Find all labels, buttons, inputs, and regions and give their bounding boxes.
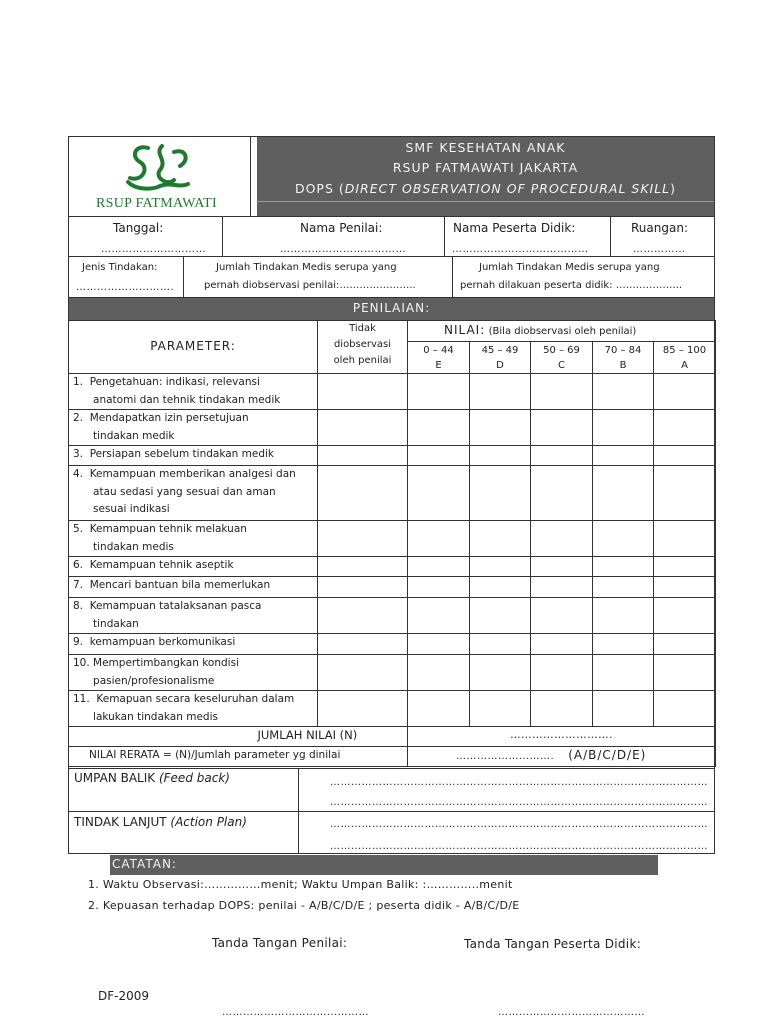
sign-line-penilai[interactable]: ……………………………………: [222, 1007, 369, 1018]
parameter-cell: [69, 521, 318, 557]
parameter-text: 4. Kemampuan memberikan analgesi dan: [73, 468, 296, 480]
parameter-text: 8. Kemampuan tatalaksanan pasca: [73, 600, 262, 612]
parameter-text: anatomi dan tehnik tindakan medik: [73, 393, 281, 406]
jenis-tindakan-label: Jenis Tindakan:: [82, 262, 158, 273]
sign-line-peserta[interactable]: ……………………………………: [498, 1007, 645, 1018]
jenis-tindakan-field[interactable]: ……………………….: [76, 282, 175, 293]
grade-header: 0 – 44 E: [408, 342, 470, 374]
parameter-cell: [69, 577, 318, 598]
score-cell[interactable]: [654, 598, 716, 634]
umpan-balik-line-1[interactable]: ………………………………………………………………………………………………: [330, 777, 708, 788]
nilai-header: NILAI: (Bila diobservasi oleh penilai): [408, 321, 716, 342]
score-cell[interactable]: [531, 374, 593, 410]
logo-text: RSUP FATMAWATI: [96, 196, 217, 211]
score-cell[interactable]: [654, 655, 716, 691]
tindak-lanjut-label: TINDAK LANJUT (Action Plan): [74, 815, 247, 829]
score-cell[interactable]: [531, 521, 593, 557]
table-row: [69, 466, 716, 521]
header-line-1: SMF KESEHATAN ANAK: [405, 140, 566, 155]
table-row: [69, 410, 716, 446]
score-cell[interactable]: [531, 466, 593, 521]
score-cell[interactable]: [593, 410, 654, 446]
score-cell[interactable]: [408, 446, 470, 466]
parameter-cell: [69, 598, 318, 634]
tidak-diobservasi-cell[interactable]: [318, 655, 408, 691]
header-band: [257, 137, 714, 217]
table-row: [69, 655, 716, 691]
parameter-cell: [69, 410, 318, 446]
score-cell[interactable]: [408, 655, 470, 691]
tidak-diobservasi-cell[interactable]: [318, 374, 408, 410]
score-cell[interactable]: [470, 577, 531, 598]
grade-header: 85 – 100 A: [654, 342, 716, 374]
table-row: [69, 598, 716, 634]
score-cell[interactable]: [408, 691, 470, 727]
jumlah-peserta-line-2[interactable]: pernah dilakuan peserta didik: ………………..: [460, 280, 683, 291]
score-cell[interactable]: [470, 557, 531, 577]
table-row: [69, 374, 716, 410]
parameter-text: lakukan tindakan medis: [73, 710, 218, 723]
jumlah-peserta-line-1: Jumlah Tindakan Medis serupa yang: [479, 262, 660, 273]
parameter-cell: [69, 655, 318, 691]
ttd-peserta-label: Tanda Tangan Peserta Didik:: [464, 937, 642, 951]
score-cell[interactable]: [408, 410, 470, 446]
parameter-cell: [69, 557, 318, 577]
table-row: [69, 634, 716, 655]
tidak-diobservasi-header: Tidak diobservasi oleh penilai: [318, 321, 408, 374]
score-cell[interactable]: [470, 446, 531, 466]
tindak-lanjut-line-1[interactable]: ………………………………………………………………………………………………: [330, 819, 708, 830]
tidak-diobservasi-cell[interactable]: [318, 557, 408, 577]
header-line-2: RSUP FATMAWATI JAKARTA: [392, 160, 579, 175]
ttd-penilai-label: Tanda Tangan Penilai:: [212, 936, 348, 950]
parameter-header: PARAMETER:: [69, 321, 318, 374]
tidak-diobservasi-cell[interactable]: [318, 521, 408, 557]
parameter-cell: [69, 466, 318, 521]
umpan-balik-line-2[interactable]: ………………………………………………………………………………………………: [330, 797, 708, 808]
score-cell[interactable]: [593, 374, 654, 410]
parameter-text: sesuai indikasi: [73, 503, 170, 515]
nilai-rerata-field[interactable]: ………………………. (A/B/C/D/E): [408, 747, 716, 767]
score-cell[interactable]: [408, 374, 470, 410]
header-line-3: DOPS (DIRECT OBSERVATION OF PROCEDURAL SKILL): [294, 181, 677, 196]
score-cell[interactable]: [531, 410, 593, 446]
jumlah-nilai-field[interactable]: ……………………….: [408, 727, 716, 747]
score-cell[interactable]: [593, 577, 654, 598]
tidak-diobservasi-cell[interactable]: [318, 466, 408, 521]
score-cell[interactable]: [470, 521, 531, 557]
score-cell[interactable]: [654, 691, 716, 727]
parameter-cell: [69, 691, 318, 727]
table-row: [69, 557, 716, 577]
score-cell[interactable]: [470, 634, 531, 655]
parameter-text: pasien/profesionalisme: [73, 674, 215, 687]
tidak-diobservasi-cell[interactable]: [318, 691, 408, 727]
score-cell[interactable]: [593, 655, 654, 691]
score-cell[interactable]: [531, 655, 593, 691]
tidak-diobservasi-cell[interactable]: [318, 577, 408, 598]
tidak-diobservasi-cell[interactable]: [318, 410, 408, 446]
nama-penilai-label: Nama Penilai:: [300, 221, 383, 235]
table-row: [69, 446, 716, 466]
score-cell[interactable]: [654, 374, 716, 410]
score-cell[interactable]: [654, 577, 716, 598]
parameter-text: 3. Persiapan sebelum tindakan medik: [73, 448, 274, 460]
parameter-text: tindakan medis: [73, 540, 174, 553]
table-row: [69, 521, 716, 557]
score-cell[interactable]: [654, 446, 716, 466]
penilaian-label: PENILAIAN:: [352, 301, 431, 315]
score-cell[interactable]: [593, 598, 654, 634]
score-cell[interactable]: [470, 410, 531, 446]
tindak-lanjut-line-2[interactable]: ………………………………………………………………………………………………: [330, 841, 708, 852]
score-cell[interactable]: [408, 577, 470, 598]
score-cell[interactable]: [593, 557, 654, 577]
ruangan-field[interactable]: ……………: [633, 244, 686, 255]
score-cell[interactable]: [531, 557, 593, 577]
assessment-table: [68, 320, 716, 767]
grade-header: 50 – 69 C: [531, 342, 593, 374]
parameter-text: tindakan medik: [73, 429, 175, 442]
score-cell[interactable]: [531, 598, 593, 634]
tidak-diobservasi-cell[interactable]: [318, 446, 408, 466]
parameter-cell: [69, 374, 318, 410]
ruangan-label: Ruangan:: [631, 221, 688, 235]
score-cell[interactable]: [654, 634, 716, 655]
score-cell[interactable]: [593, 446, 654, 466]
tanggal-label: Tanggal:: [113, 221, 164, 235]
parameter-text: 5. Kemampuan tehnik melakuan: [73, 523, 247, 535]
score-cell[interactable]: [531, 634, 593, 655]
score-cell[interactable]: [531, 446, 593, 466]
grade-header: 45 – 49 D: [470, 342, 531, 374]
score-cell[interactable]: [470, 655, 531, 691]
fatmawati-logo-icon: [70, 138, 250, 198]
catatan-label: CATATAN:: [112, 857, 177, 871]
score-cell[interactable]: [408, 466, 470, 521]
score-cell[interactable]: [408, 521, 470, 557]
score-cell[interactable]: [593, 521, 654, 557]
score-cell[interactable]: [470, 374, 531, 410]
score-cell[interactable]: [470, 691, 531, 727]
tidak-diobservasi-cell[interactable]: [318, 598, 408, 634]
score-cell[interactable]: [654, 557, 716, 577]
score-cell[interactable]: [593, 634, 654, 655]
nilai-rerata-row: [69, 747, 716, 767]
jumlah-penilai-line-2[interactable]: pernah diobservasi penilai:…………………..: [204, 280, 416, 291]
parameter-text: 11. Kemapuan secara keseluruhan dalam: [73, 693, 295, 705]
nama-peserta-label: Nama Peserta Didik:: [453, 221, 576, 235]
parameter-text: atau sedasi yang sesuai dan aman: [73, 485, 276, 498]
nama-peserta-field[interactable]: …………………………………: [452, 244, 589, 255]
jumlah-nilai-label: JUMLAH NILAI (N): [258, 727, 348, 747]
jumlah-penilai-line-1: Jumlah Tindakan Medis serupa yang: [216, 262, 397, 273]
note-2: 2. Kepuasan terhadap DOPS: penilai - A/B/C/D/E ; peserta didik - A/B/C/D/E: [88, 899, 520, 912]
score-cell[interactable]: [531, 577, 593, 598]
nama-penilai-field[interactable]: ………………………………: [280, 244, 406, 255]
jumlah-nilai-row: [69, 727, 716, 747]
score-cell[interactable]: [408, 598, 470, 634]
note-1: 1. Waktu Observasi:……………menit; Waktu Umpan Balik: :…………..menit: [88, 878, 513, 891]
score-cell[interactable]: [593, 691, 654, 727]
parameter-text: 7. Mencari bantuan bila memerlukan: [73, 579, 271, 591]
table-row: [69, 691, 716, 727]
parameter-text: tindakan: [73, 617, 139, 630]
nilai-rerata-label: NILAI RERATA = (N)/Jumlah parameter yg dinilai: [69, 747, 408, 767]
penilaian-band: [69, 298, 714, 320]
parameter-text: 2. Mendapatkan izin persetujuan: [73, 412, 249, 424]
table-row: [69, 577, 716, 598]
score-cell[interactable]: [654, 521, 716, 557]
parameter-cell: [69, 634, 318, 655]
tidak-diobservasi-cell[interactable]: [318, 634, 408, 655]
umpan-balik-label: UMPAN BALIK (Feed back): [74, 771, 230, 785]
parameter-cell: [69, 446, 318, 466]
score-cell[interactable]: [531, 691, 593, 727]
catatan-band: [110, 855, 658, 875]
score-cell[interactable]: [470, 598, 531, 634]
grade-header: 70 – 84 B: [593, 342, 654, 374]
form-code: DF-2009: [98, 989, 150, 1003]
parameter-text: 1. Pengetahuan: indikasi, relevansi: [73, 376, 260, 388]
parameter-text: 10. Mempertimbangkan kondisi: [73, 657, 239, 669]
score-cell[interactable]: [408, 557, 470, 577]
score-cell[interactable]: [654, 466, 716, 521]
tanggal-field[interactable]: …………………………: [101, 244, 206, 255]
score-cell[interactable]: [470, 466, 531, 521]
parameter-text: 6. Kemampuan tehnik aseptik: [73, 559, 234, 571]
score-cell[interactable]: [593, 466, 654, 521]
score-cell[interactable]: [408, 634, 470, 655]
score-cell[interactable]: [654, 410, 716, 446]
parameter-text: 9. kemampuan berkomunikasi: [73, 636, 236, 648]
logo: [70, 138, 250, 216]
